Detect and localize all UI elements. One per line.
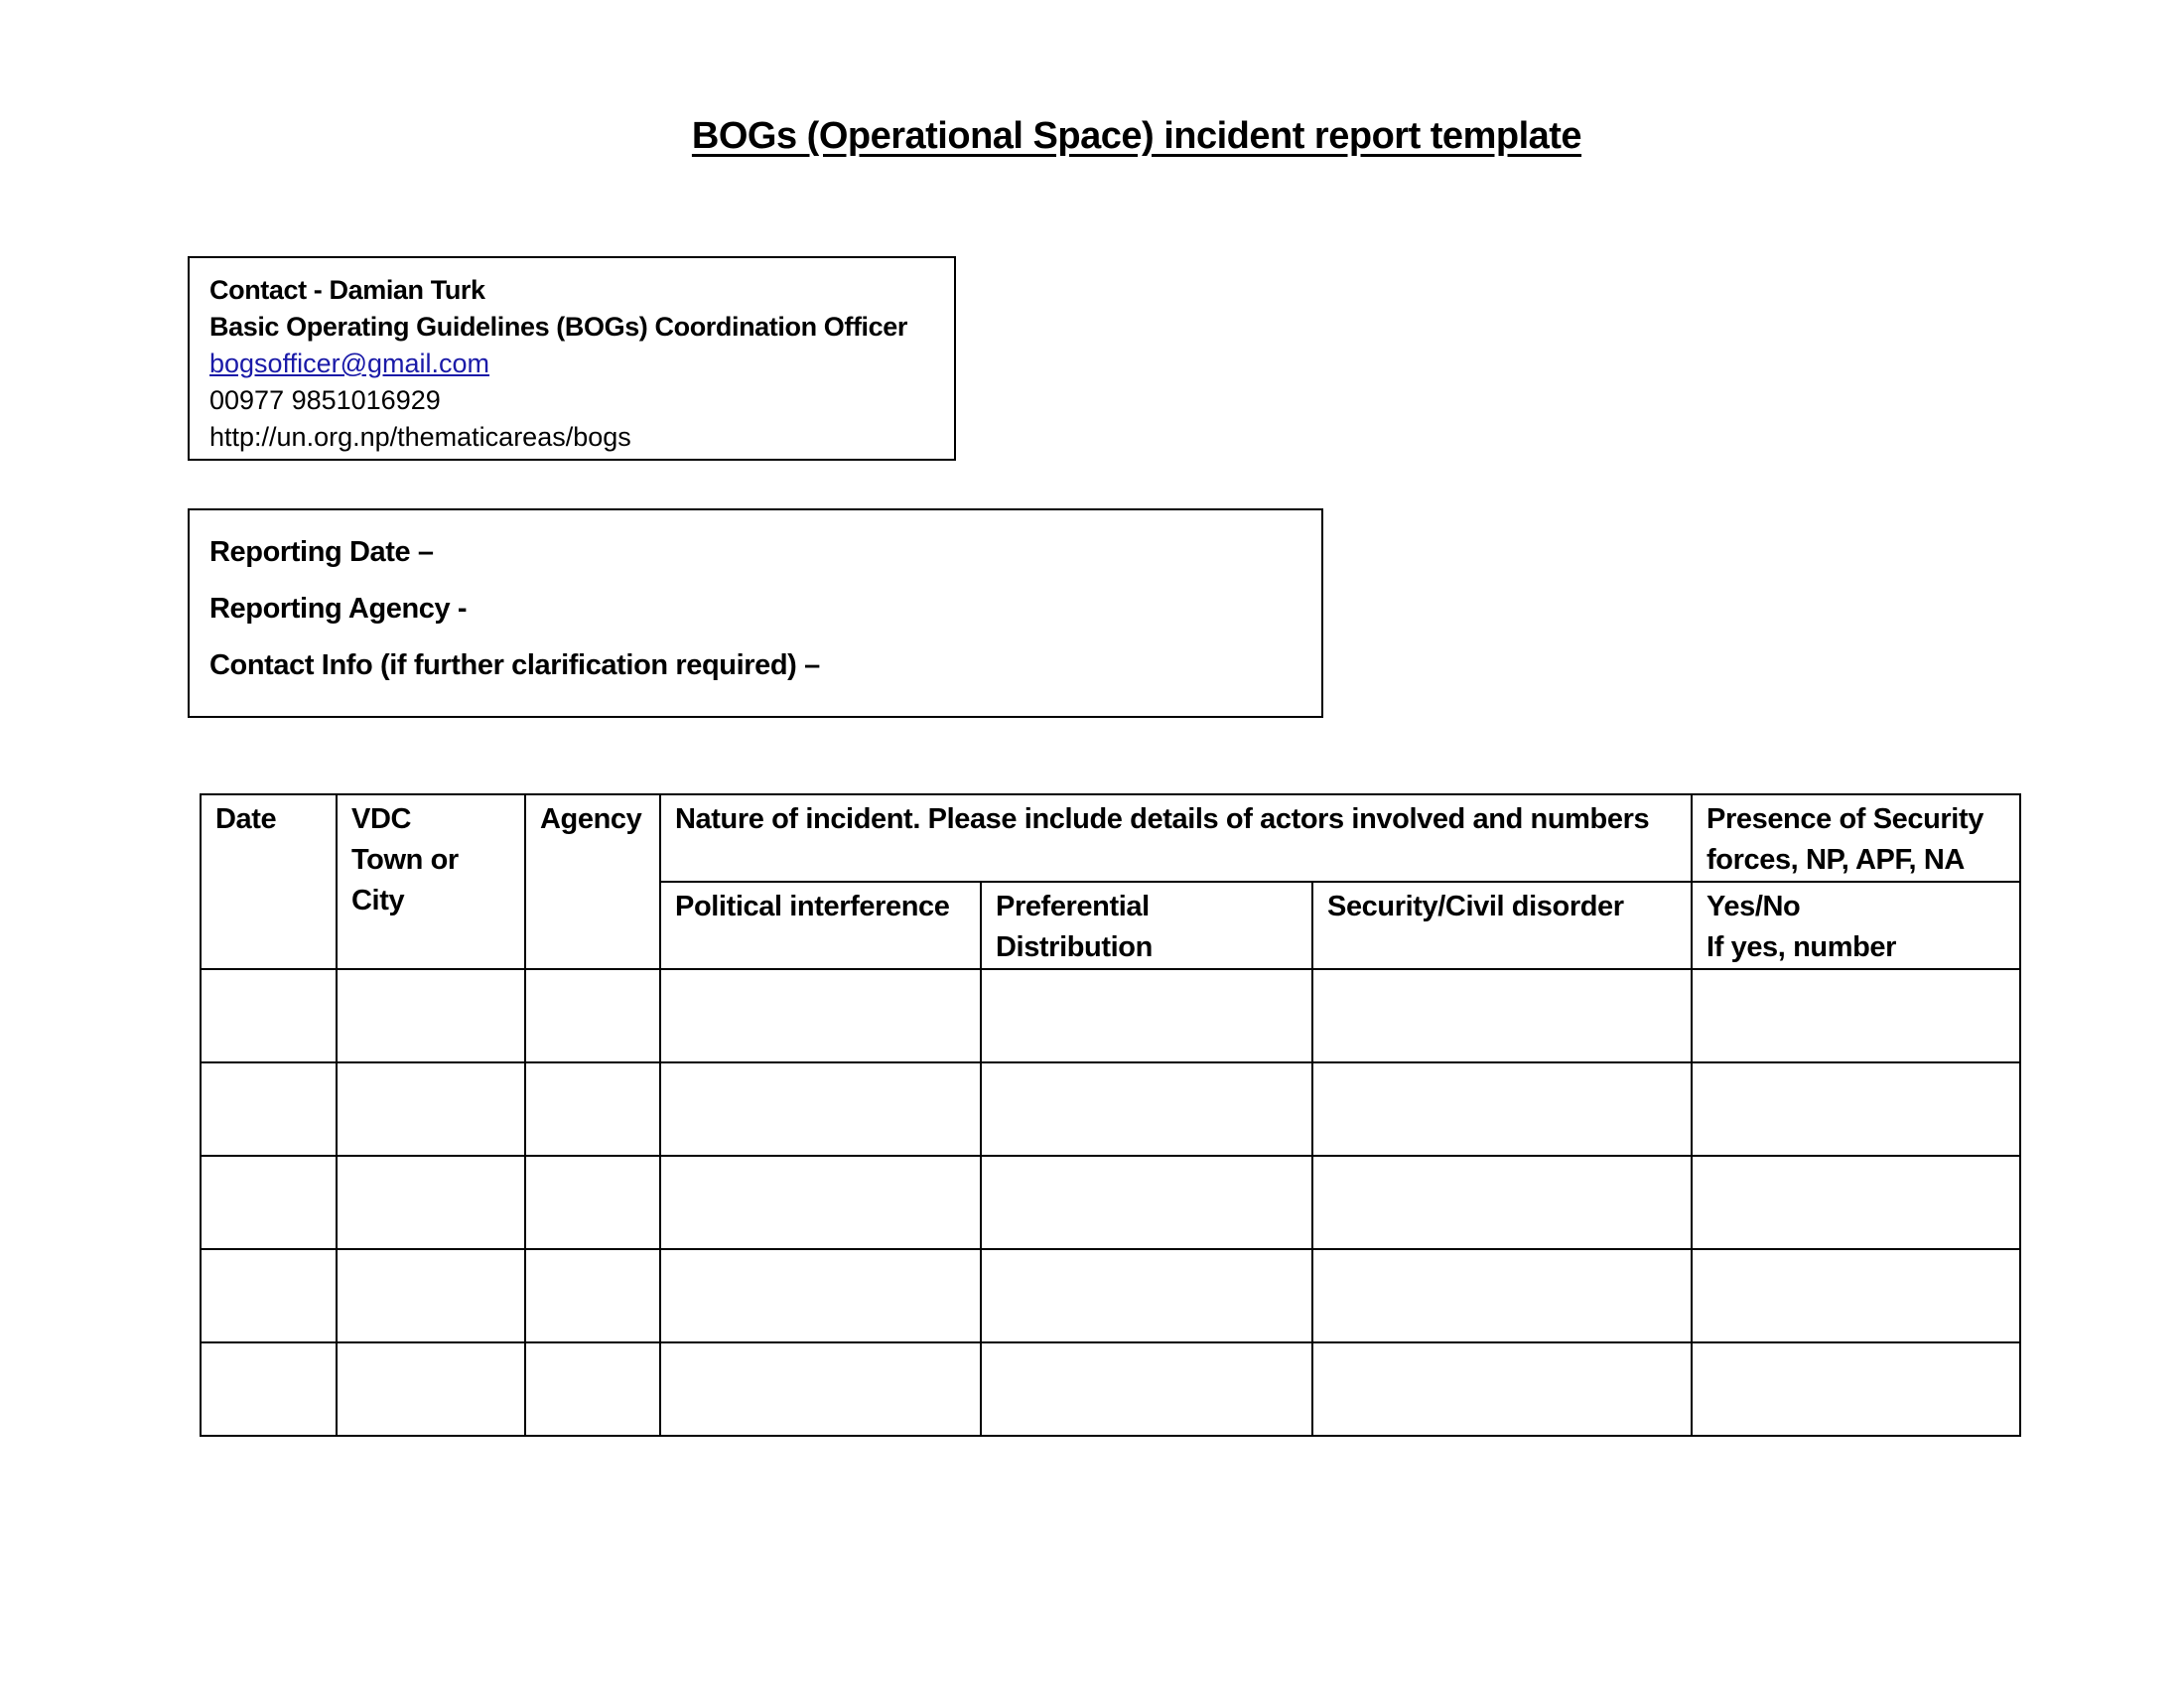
cell-agency[interactable] [525, 1342, 660, 1436]
cell-preferential[interactable] [981, 1342, 1312, 1436]
header-vdc-line1: VDC [351, 803, 412, 835]
header-vdc [337, 794, 525, 969]
cell-presence[interactable] [1692, 1156, 2020, 1249]
cell-political[interactable] [660, 1249, 981, 1342]
cell-political[interactable] [660, 1342, 981, 1436]
header-agency: Agency [525, 794, 660, 969]
contact-phone: 00977 9851016929 [209, 385, 441, 415]
cell-vdc[interactable] [337, 1156, 525, 1249]
cell-security[interactable] [1312, 1062, 1692, 1156]
contact-email-link[interactable]: bogsofficer@gmail.com [209, 349, 490, 378]
cell-date[interactable] [201, 1062, 337, 1156]
cell-vdc[interactable] [337, 1342, 525, 1436]
reporting-date-field[interactable]: Reporting Date – [209, 536, 434, 568]
cell-presence[interactable] [1692, 1249, 2020, 1342]
cell-agency[interactable] [525, 1062, 660, 1156]
subheader-preferential-distribution: Preferential Distribution [981, 882, 1312, 969]
subheader-yes-no-line2: If yes, number [1706, 931, 1897, 963]
subheader-security-civil-disorder: Security/Civil disorder [1312, 882, 1692, 969]
cell-agency[interactable] [525, 1156, 660, 1249]
cell-political[interactable] [660, 1156, 981, 1249]
cell-agency[interactable] [525, 969, 660, 1062]
header-nature-of-incident: Nature of incident. Please include details of actors involved and numbers [660, 794, 1692, 882]
cell-agency[interactable] [525, 1249, 660, 1342]
subheader-yes-no [1692, 882, 2020, 969]
cell-security[interactable] [1312, 969, 1692, 1062]
table-row [201, 1342, 2020, 1436]
cell-preferential[interactable] [981, 969, 1312, 1062]
cell-preferential[interactable] [981, 1156, 1312, 1249]
table-row [201, 969, 2020, 1062]
contact-info-field[interactable]: Contact Info (if further clarification required) – [209, 649, 820, 681]
cell-preferential[interactable] [981, 1062, 1312, 1156]
reporting-agency-field[interactable]: Reporting Agency - [209, 593, 468, 625]
page-title: BOGs (Operational Space) incident report template [691, 115, 1582, 157]
cell-presence[interactable] [1692, 1342, 2020, 1436]
cell-date[interactable] [201, 1342, 337, 1436]
cell-vdc[interactable] [337, 1062, 525, 1156]
contact-role: Basic Operating Guidelines (BOGs) Coordination Officer [209, 312, 907, 342]
cell-date[interactable] [201, 1156, 337, 1249]
cell-date[interactable] [201, 969, 337, 1062]
header-security-presence: Presence of Security forces, NP, APF, NA [1692, 794, 2020, 882]
contact-info-box [188, 256, 956, 461]
cell-presence[interactable] [1692, 1062, 2020, 1156]
cell-security[interactable] [1312, 1249, 1692, 1342]
header-date: Date [201, 794, 337, 969]
subheader-political-interference: Political interference [660, 882, 981, 969]
subheader-yes-no-line1: Yes/No [1706, 891, 1801, 922]
cell-security[interactable] [1312, 1156, 1692, 1249]
cell-vdc[interactable] [337, 1249, 525, 1342]
cell-date[interactable] [201, 1249, 337, 1342]
incident-table [200, 793, 2021, 1437]
contact-name: Contact - Damian Turk [209, 275, 485, 305]
header-vdc-line3: City [351, 885, 405, 916]
reporting-details-box [188, 508, 1323, 718]
table-row [201, 1156, 2020, 1249]
table-row [201, 1062, 2020, 1156]
cell-political[interactable] [660, 969, 981, 1062]
header-vdc-line2: Town or [351, 844, 459, 876]
cell-political[interactable] [660, 1062, 981, 1156]
cell-preferential[interactable] [981, 1249, 1312, 1342]
cell-vdc[interactable] [337, 969, 525, 1062]
contact-website: http://un.org.np/thematicareas/bogs [209, 422, 631, 452]
cell-security[interactable] [1312, 1342, 1692, 1436]
table-row [201, 1249, 2020, 1342]
cell-presence[interactable] [1692, 969, 2020, 1062]
